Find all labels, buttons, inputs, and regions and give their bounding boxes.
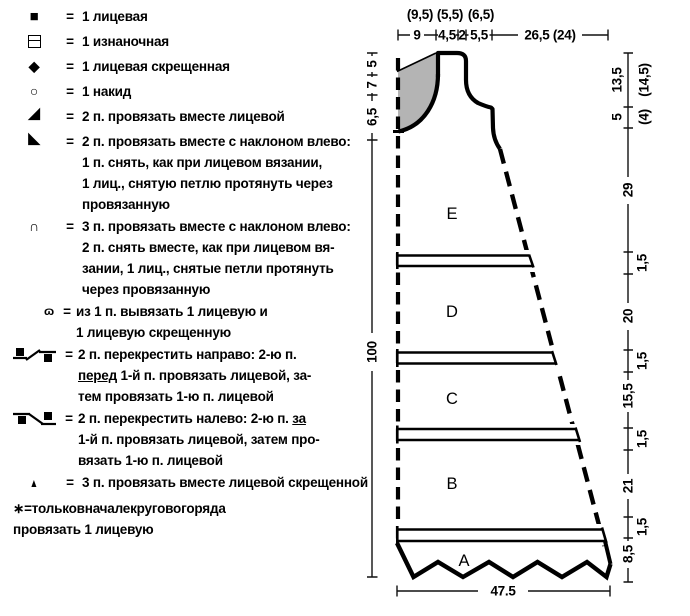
measure-right-1-5-a: 1,5	[634, 254, 650, 272]
legend-text: 2 п. провязать вместе лицевой	[82, 109, 285, 124]
legend-text: 1 лицевая	[82, 9, 148, 24]
section-label-B: B	[446, 475, 458, 493]
knit-square-icon: ■	[29, 8, 39, 25]
legend-text: 2 п. перекрестить направо: 2-ю п.	[78, 347, 297, 362]
legend-text: перед 1-й п. провязать лицевой, за-	[78, 368, 312, 383]
inc-glyph-icon: ɷ	[44, 304, 54, 318]
equals-sign: =	[66, 219, 74, 234]
equals-sign: =	[66, 475, 74, 490]
measure-left-7: 7	[364, 81, 380, 89]
measure-top-paren-6-5: (6,5)	[467, 7, 495, 22]
measure-right-20: 20	[620, 308, 636, 324]
legend-text: провязанную	[82, 197, 170, 212]
skp-triangle-icon: ◣	[28, 130, 40, 147]
legend-text: 1 лицевая скрещенная	[82, 59, 230, 74]
measure-top-4-5: 4,5	[438, 27, 456, 43]
measure-right-8-5: 8,5	[620, 545, 636, 563]
legend-text: 1 изнаночная	[82, 34, 169, 49]
equals-sign: =	[66, 9, 74, 24]
sk2p-arch-icon: ∩	[29, 218, 39, 234]
measure-right-15-5: 15,5	[620, 383, 636, 409]
measure-top-paren-9-5: (9,5)	[406, 7, 434, 22]
legend-text: 1 лиц., снятую петлю протянуть через	[82, 176, 333, 191]
measure-top-26-5: 26,5 (24)	[524, 27, 576, 43]
measure-right-13-5: 13,5	[609, 67, 625, 93]
legend-footer-asterisk-note: ∗=тольковначалекруговогоряда	[13, 501, 226, 516]
equals-sign: =	[63, 304, 71, 319]
legend-text: из 1 п. вывязать 1 лицевую и	[76, 304, 268, 319]
measure-right-14-5: (14,5)	[636, 63, 652, 97]
k2tog-triangle-icon: ◢	[28, 105, 40, 122]
right-dimension-labels	[610, 63, 652, 568]
measure-top-5-5: 5,5	[470, 27, 488, 43]
legend-text: зании, 1 лиц., снятые петли протянуть	[82, 261, 334, 276]
measure-right-21: 21	[620, 478, 636, 494]
section-label-D: D	[446, 303, 458, 321]
section-label-E: E	[446, 205, 458, 223]
legend-text: 2 п. перекрестить налево: 2-ю п. за	[78, 411, 306, 426]
measure-top-9: 9	[413, 27, 421, 43]
measure-right-1-5-b: 1,5	[634, 352, 650, 370]
bottom-dimension-labels	[478, 584, 528, 599]
equals-sign: =	[66, 59, 74, 74]
measure-left-6-5: 6,5	[364, 108, 380, 126]
zigzag-hem	[397, 543, 611, 577]
legend-text: 1 накид	[82, 84, 132, 99]
measure-top-2: 2	[458, 27, 466, 43]
equals-sign: =	[66, 34, 74, 49]
shoulder-armhole-outline	[438, 53, 500, 149]
measure-top-paren-5-5: (5,5)	[436, 7, 464, 22]
legend-text: 1-й п. провязать лицевой, затем про-	[78, 432, 320, 447]
measure-right-1-5-c: 1,5	[634, 430, 650, 448]
measure-right-4: (4)	[636, 109, 652, 125]
legend-text: 2 п. провязать вместе с наклоном влево:	[82, 134, 351, 149]
neck-shading	[398, 53, 438, 131]
measure-bottom-47-5: 47.5	[490, 583, 516, 599]
equals-sign: =	[66, 84, 74, 99]
equals-sign: =	[65, 347, 73, 362]
legend-text: через провязанную	[82, 282, 211, 297]
equals-sign: =	[66, 134, 74, 149]
equals-sign: =	[65, 411, 73, 426]
legend-text: 1 п. снять, как при лицевом вязании,	[82, 155, 323, 170]
band-4	[396, 524, 612, 546]
measure-left-5: 5	[364, 60, 380, 68]
measure-right-29: 29	[620, 182, 636, 198]
legend-text: вязать 1-ю п. лицевой	[78, 453, 223, 468]
equals-sign: =	[66, 109, 74, 124]
legend-text: 2 п. снять вместе, как при лицевом вя-	[82, 240, 335, 255]
top-dimension-labels	[407, 7, 582, 43]
yarnover-circle-icon: ○	[29, 83, 39, 99]
band-3	[396, 424, 585, 445]
measure-right-1-5-d: 1,5	[634, 518, 650, 536]
legend-text: тем провязать 1-ю п. лицевой	[78, 389, 274, 404]
legend-footer-note-2: провязать 1 лицевую	[13, 522, 154, 537]
legend-text: 3 п. провязать вместе с наклоном влево:	[82, 219, 351, 234]
knit-twisted-diamond-icon: ◆	[28, 58, 40, 74]
band-2	[396, 347, 561, 369]
section-label-C: C	[446, 390, 458, 408]
section-label-A: A	[458, 552, 470, 570]
band-1	[396, 250, 538, 272]
measure-left-100: 100	[364, 341, 380, 363]
measure-right-5: 5	[609, 113, 625, 121]
legend-text: 3 п. провязать вместе лицевой скрещенной	[82, 475, 368, 490]
legend-text: 1 лицевую скрещенную	[76, 325, 231, 340]
k3tog-triangle-icon: ▲	[29, 476, 39, 490]
